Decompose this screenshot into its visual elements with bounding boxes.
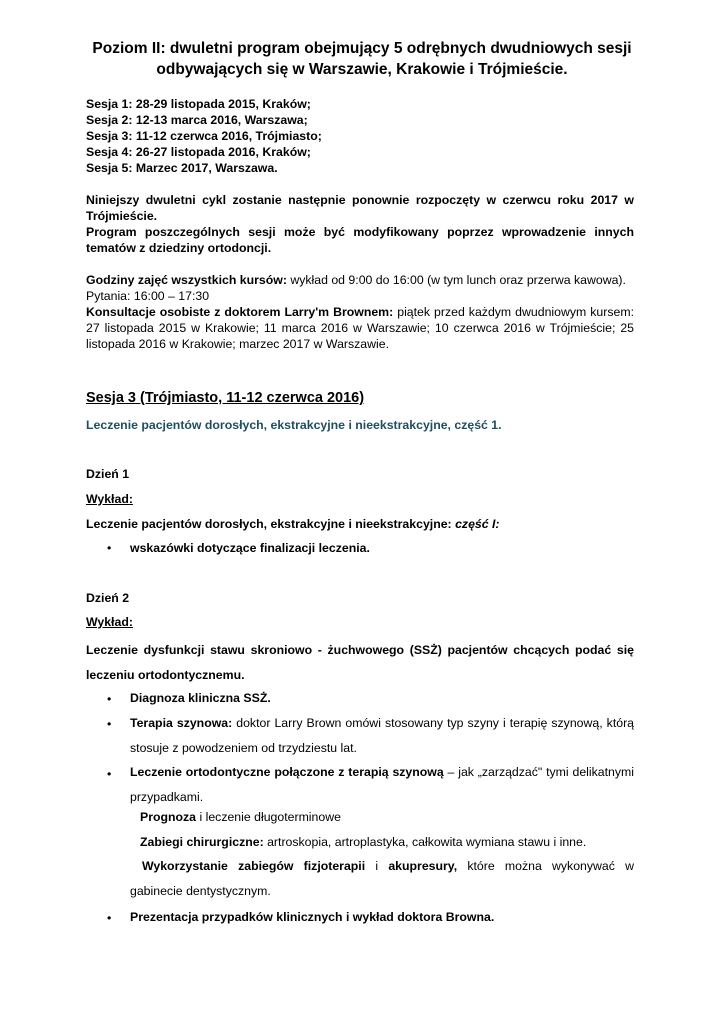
session-item: Sesja 3: 11-12 czerwca 2016, Trójmiasto; — [86, 129, 322, 143]
day2-lecture: Wykład: — [86, 615, 133, 629]
day1-topic — [86, 516, 634, 532]
intro-paragraph-1: Niniejszy dwuletni cykl zostanie następnie ponownie rozpoczęty w czerwcu roku 2017 w Trójmieście. — [86, 193, 634, 223]
sub-item-prognosis — [140, 809, 634, 825]
hours-label: Godziny zajęć wszystkich kursów: — [86, 273, 287, 287]
document-title — [86, 38, 638, 80]
acupressure-label: akupresury, — [388, 859, 458, 873]
session-item: Sesja 5: Marzec 2017, Warszawa. — [86, 161, 278, 175]
day2-bullet-4: Prezentacja przypadków klinicznych i wykład doktora Browna. — [130, 910, 495, 924]
sub-item-physio — [130, 854, 634, 903]
session-item: Sesja 4: 26-27 listopada 2016, Kraków; — [86, 145, 311, 159]
bullet-icon: • — [107, 911, 112, 925]
session3-heading-text: Sesja 3 (Trójmiasto, 11-12 czerwca 2016) — [86, 390, 365, 406]
ortho-text: – jak „zarządzać" tymi delikatnymi przypadkami. — [130, 765, 634, 804]
physio-mid: i — [365, 859, 389, 873]
day1-topic-part: część I: — [455, 517, 500, 531]
hours-section — [86, 272, 634, 352]
day1-topic-text: Leczenie pacjentów dorosłych, ekstrakcyjne i nieekstrakcyjne: — [86, 517, 456, 531]
ortho-label: Leczenie ortodontyczne połączone z terapią szynową — [130, 765, 444, 779]
day1-label: Dzień 1 — [86, 467, 130, 481]
prognosis-text: i leczenie długoterminowe — [196, 810, 341, 824]
title-line-2: odbywających się w Warszawie, Krakowie i Trójmieście. — [156, 61, 568, 78]
bullet-icon: • — [107, 767, 112, 781]
bullet-icon: • — [107, 717, 112, 731]
splint-text: doktor Larry Brown omówi stosowany typ szyny i terapię szynową, którą stosuje z powodzeniem od trzydziestu lat. — [130, 716, 635, 755]
day1-lecture: Wykład: — [86, 492, 133, 506]
surgery-text: artroskopia, artroplastyka, całkowita wymiana stawu i inne. — [263, 835, 587, 849]
session-list — [86, 96, 634, 176]
bullet-icon: • — [107, 541, 112, 555]
physio-text: które można wykonywać w gabinecie dentystycznym. — [130, 859, 634, 898]
session3-heading — [86, 390, 364, 406]
day2-topic: Leczenie dysfunkcji stawu skroniowo - żuchwowego (SSŻ) pacjentów chcących podać się leczeniu ortodontycznemu. — [86, 643, 634, 682]
prognosis-label: Prognoza — [140, 810, 197, 824]
bullet-icon: • — [107, 692, 112, 706]
day2-bullet-3 — [130, 760, 634, 809]
session3-subtitle: Leczenie pacjentów dorosłych, ekstrakcyjne i nieekstrakcyjne, część 1. — [86, 418, 502, 432]
hours-text: wykład od 9:00 do 16:00 (w tym lunch oraz przerwa kawowa). — [286, 273, 626, 287]
day2-label: Dzień 2 — [86, 591, 130, 605]
physio-label: Wykorzystanie zabiegów fizjoterapii — [142, 859, 366, 873]
surgery-label: Zabiegi chirurgiczne: — [140, 835, 264, 849]
sub-item-surgery — [140, 834, 634, 850]
day2-bullet-2 — [130, 711, 634, 760]
questions-time: Pytania: 16:00 – 17:30 — [86, 289, 210, 303]
session-item: Sesja 1: 28-29 listopada 2015, Kraków; — [86, 97, 311, 111]
day2-bullet-1: Diagnoza kliniczna SSŻ. — [130, 691, 271, 705]
session-item: Sesja 2: 12-13 marca 2016, Warszawa; — [86, 113, 308, 127]
intro-paragraph-2: Program poszczególnych sesji może być modyfikowany poprzez wprowadzenie innych tematów z dziedziny ortodoncji. — [86, 225, 634, 255]
title-line-1: Poziom II: dwuletni program obejmujący 5 odrębnych dwudniowych sesji — [92, 40, 632, 57]
consult-text: piątek przed każdym dwudniowym kursem: 27 listopada 2015 w Krakowie; 11 marca 2016 w Warszawie; 10 czerwca 2016 w Trójmieście; 25 listopada 2016 w Krakowie; marzec 2017 w Warszawie. — [86, 305, 634, 351]
day1-bullet-1: wskazówki dotyczące finalizacji leczenia. — [130, 541, 370, 555]
consult-label: Konsultacje osobiste z doktorem Larry'm Brownem: — [86, 305, 394, 319]
splint-label: Terapia szynowa: — [130, 716, 233, 730]
